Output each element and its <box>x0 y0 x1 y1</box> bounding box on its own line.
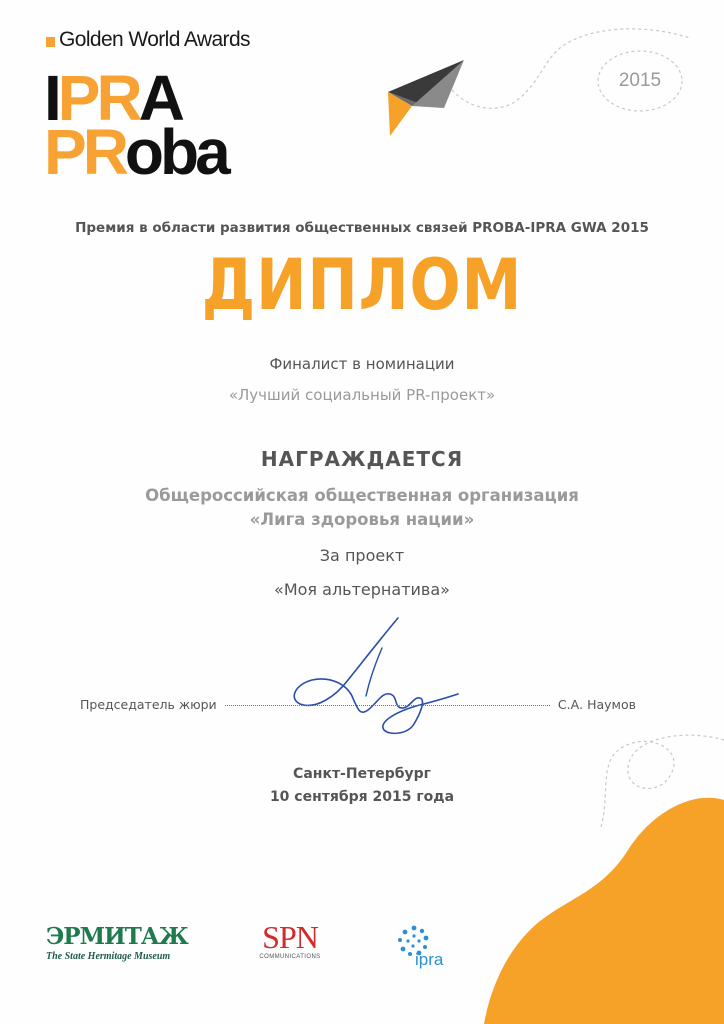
tagline-text: Golden World Awards <box>59 28 250 51</box>
dashed-flight-path-bottom <box>600 735 724 830</box>
nomination-name: «Лучший социальный PR-проект» <box>228 386 496 404</box>
hermitage-logo <box>46 924 186 962</box>
logo-word-ipra: IPRA <box>44 62 181 134</box>
project-label: За проект <box>319 546 405 565</box>
jury-chair-signature-line <box>80 697 636 712</box>
place: Санкт-Петербург <box>293 766 431 782</box>
date: 10 сентября 2015 года <box>269 789 455 805</box>
spn-subtitle: COMMUNICATIONS <box>259 954 321 960</box>
signature-dots <box>225 705 550 706</box>
awarded-heading: НАГРАЖДАЕТСЯ <box>260 447 464 471</box>
premium-title: Премия в области развития общественных связей PROBA-IPRA GWA 2015 <box>75 220 649 236</box>
diploma-title: ДИПЛОМ <box>201 244 523 326</box>
hermitage-name: ЭРМИТАЖ <box>46 923 188 950</box>
paper-plane-icon <box>388 60 464 136</box>
orange-square-mark <box>46 37 55 47</box>
orange-corner-shape <box>484 798 724 1024</box>
golden-world-awards-tagline <box>46 28 250 52</box>
spn-name: SPN <box>262 919 318 955</box>
spn-logo <box>250 921 330 960</box>
handwritten-signature <box>286 612 466 744</box>
ipra-proba-logo <box>44 24 284 188</box>
hermitage-subtitle: The State Hermitage Museum <box>46 951 171 962</box>
organization-line-2: «Лига здоровья нации» <box>249 510 475 529</box>
project-name: «Моя альтернатива» <box>274 580 450 599</box>
finalist-line: Финалист в номинации <box>269 355 455 373</box>
ipra-logo <box>394 922 464 972</box>
ipra-name: ipra <box>415 950 444 969</box>
organization-line-1: Общероссийская общественная организация <box>145 486 579 505</box>
jury-chair-name: С.А. Наумов <box>557 697 636 712</box>
logo-word-proba: PRoba <box>44 116 227 188</box>
year-badge: 2015 <box>618 70 662 91</box>
jury-chair-role: Председатель жюри <box>80 697 217 712</box>
